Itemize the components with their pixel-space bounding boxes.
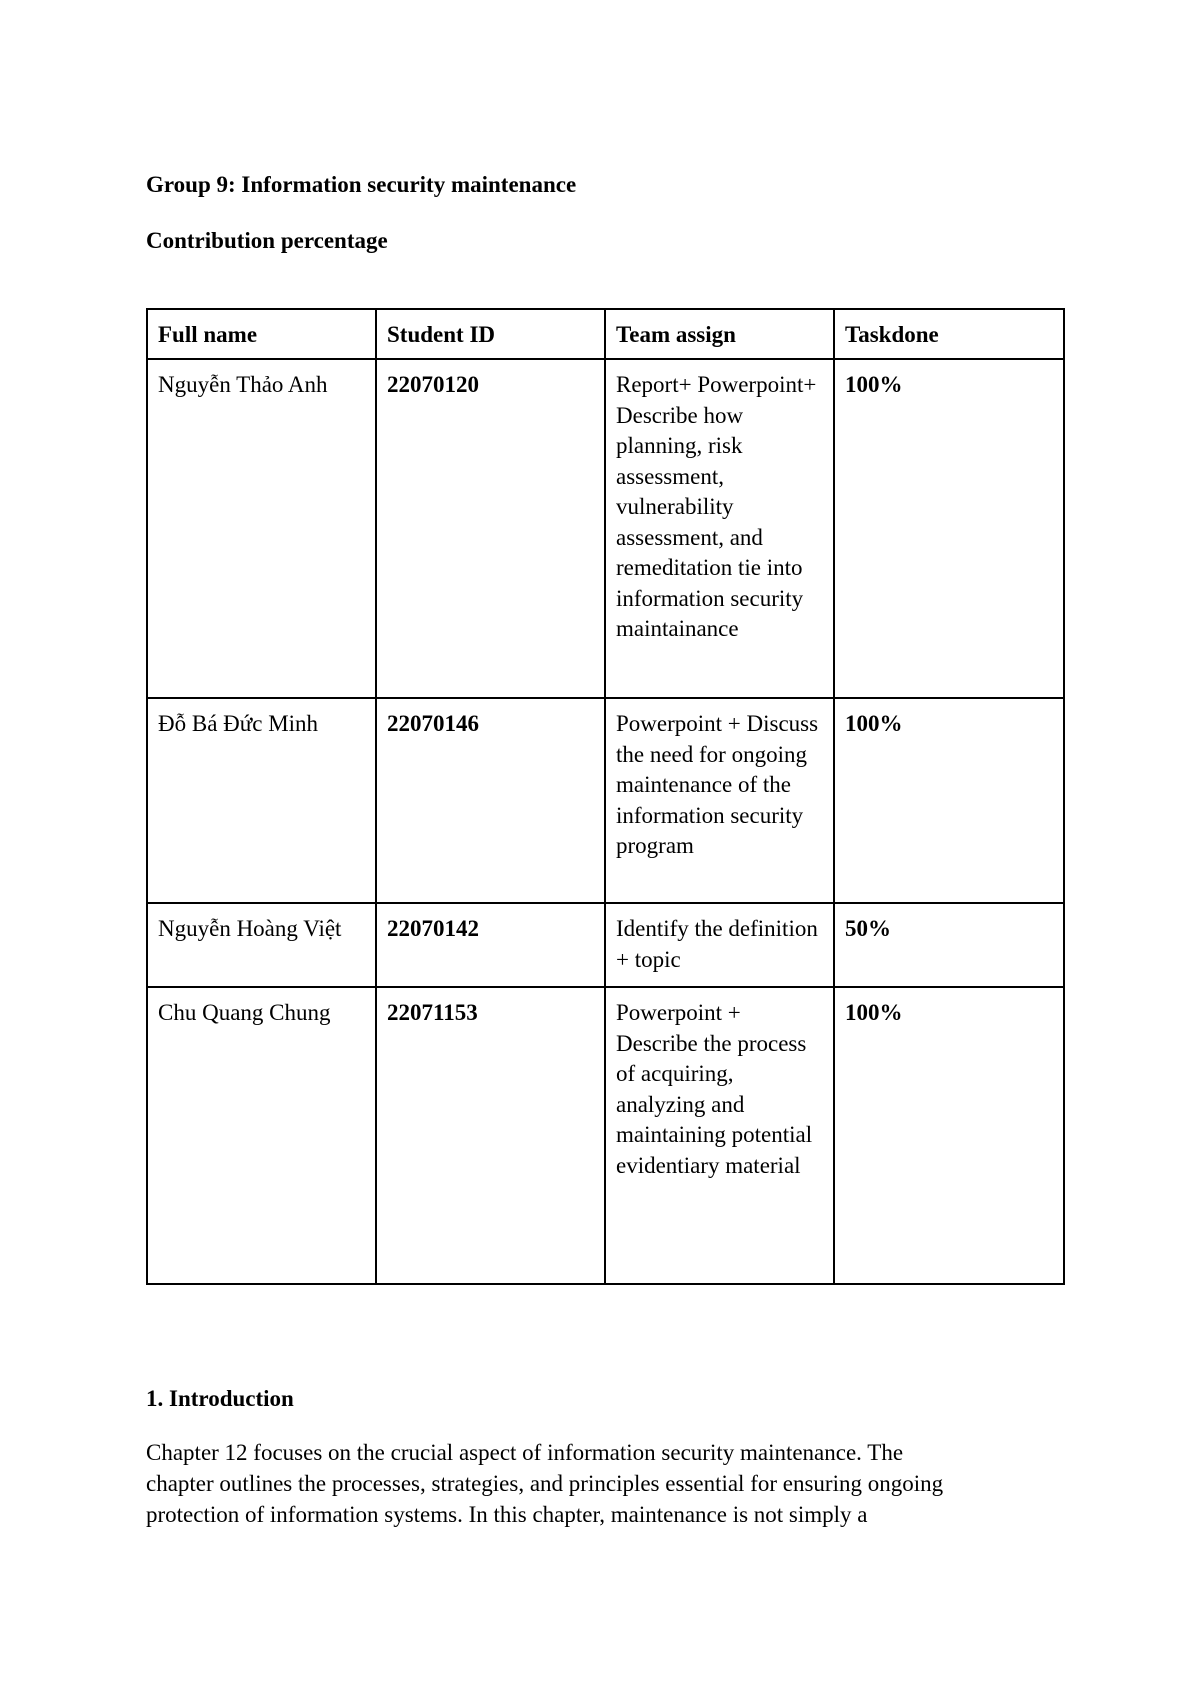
cell-full-name: Nguyễn Thảo Anh <box>147 359 376 698</box>
table-row <box>147 987 1064 1284</box>
cell-student-id: 22070120 <box>376 359 605 698</box>
cell-student-id: 22071153 <box>376 987 605 1284</box>
cell-full-name: Nguyễn Hoàng Việt <box>147 903 376 987</box>
section-heading-introduction: 1. Introduction <box>146 1386 294 1411</box>
cell-taskdone: 100% <box>834 359 1064 698</box>
header-full-name: Full name <box>147 309 376 359</box>
table-row <box>147 359 1064 698</box>
cell-team-assign: Powerpoint + Describe the process of acquiring, analyzing and maintaining potential evidentiary material <box>605 987 834 1284</box>
table-row <box>147 698 1064 903</box>
header-team-assign: Team assign <box>605 309 834 359</box>
cell-student-id: 22070142 <box>376 903 605 987</box>
cell-full-name: Chu Quang Chung <box>147 987 376 1284</box>
introduction-paragraph <box>146 1437 1071 1530</box>
table-row <box>147 903 1064 987</box>
cell-student-id: 22070146 <box>376 698 605 903</box>
cell-taskdone: 50% <box>834 903 1064 987</box>
contribution-table <box>146 308 1065 1285</box>
cell-team-assign: Identify the definition + topic <box>605 903 834 987</box>
cell-taskdone: 100% <box>834 987 1064 1284</box>
table-header-row <box>147 309 1064 359</box>
paragraph-line: protection of information systems. In this chapter, maintenance is not simply a <box>146 1502 868 1527</box>
paragraph-line: chapter outlines the processes, strategies, and principles essential for ensuring ongoing <box>146 1471 944 1496</box>
document-subtitle: Contribution percentage <box>146 228 388 253</box>
cell-taskdone: 100% <box>834 698 1064 903</box>
cell-full-name: Đỗ Bá Đức Minh <box>147 698 376 903</box>
paragraph-line: Chapter 12 focuses on the crucial aspect of information security maintenance. The <box>146 1440 904 1465</box>
header-taskdone: Taskdone <box>834 309 1064 359</box>
header-student-id: Student ID <box>376 309 605 359</box>
cell-team-assign: Report+ Powerpoint+ Describe how planning, risk assessment, vulnerability assessment, and remeditation tie into information security maintainance <box>605 359 834 698</box>
document-title: Group 9: Information security maintenance <box>146 172 577 197</box>
cell-team-assign: Powerpoint + Discuss the need for ongoing maintenance of the information security program <box>605 698 834 903</box>
